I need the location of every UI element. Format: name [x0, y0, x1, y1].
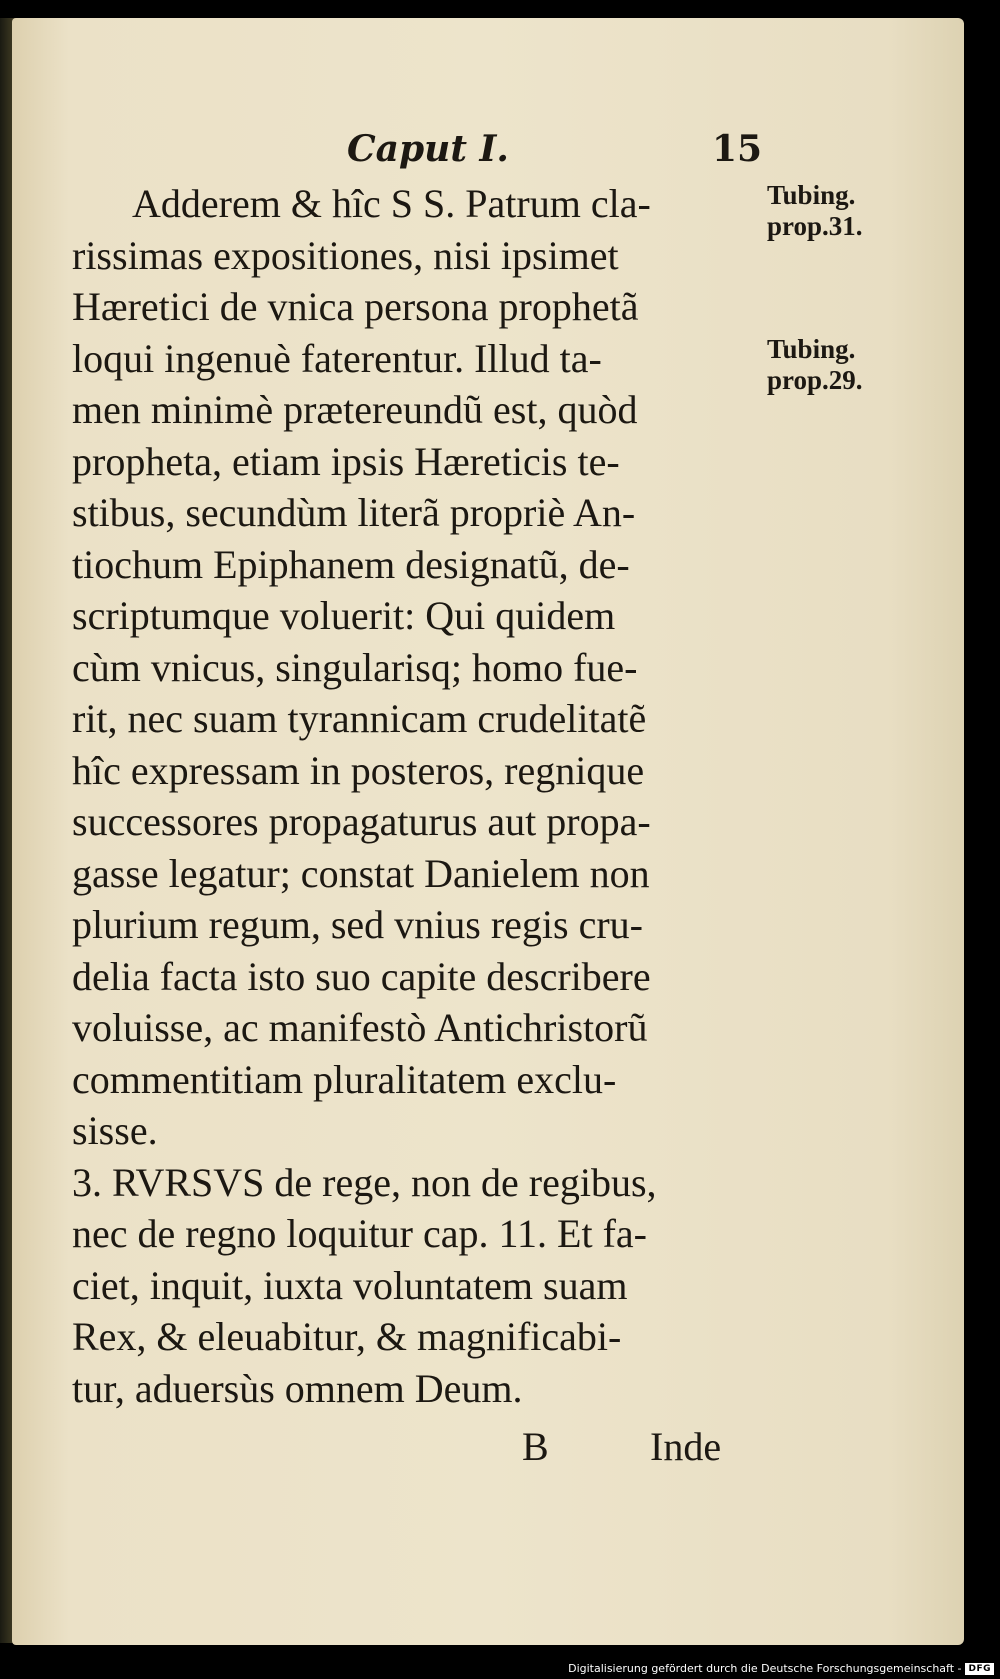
margin-note [767, 180, 863, 242]
digitization-credit [568, 1662, 994, 1675]
margin-note-line: prop.29. [767, 365, 863, 395]
text-line: scriptumque voluerit: Qui quidem [72, 593, 616, 638]
margin-note-line: prop.31. [767, 211, 863, 241]
text-line: delia facta isto suo capite describere [72, 953, 651, 999]
text-line: ciet, inquit, iuxta voluntatem suam [72, 1262, 628, 1308]
text-line: loqui ingenuè faterentur. Illud ta- [72, 335, 602, 381]
signature-mark: B [522, 1424, 549, 1469]
text-line: commentitiam pluralitatem exclu- [72, 1056, 617, 1102]
text-line: plurium regum, sed vnius regis cru- [72, 902, 643, 947]
text-line: rissimas expositiones, nisi ipsimet [72, 232, 619, 278]
text-line: Adderem & hîc S S. Patrum cla- [132, 181, 651, 226]
text-line: hîc expressam in posteros, regnique [72, 747, 645, 793]
text-line: cùm vnicus, singularisq; homo fue- [72, 644, 638, 690]
dfg-logo-icon: DFG [965, 1663, 994, 1675]
text-line: gasse legatur; constat Danielem non [72, 850, 650, 896]
text-line: nec de regno loquitur cap. 11. Et fa- [72, 1211, 647, 1256]
text-line: tiochum Epiphanem designatũ, de- [72, 541, 630, 587]
text-line: sisse. [72, 1108, 158, 1153]
running-title: Caput I. [347, 128, 509, 170]
margin-note-line: Tubing. [767, 180, 856, 210]
text-line: Hæretici de vnica persona prophetã [72, 284, 639, 329]
page-number: 15 [712, 128, 763, 170]
margin-note-line: Tubing. [767, 334, 856, 364]
catchword: Inde [650, 1424, 722, 1469]
text-line: rit, nec suam tyrannicam crudelitatẽ [72, 696, 647, 741]
book-page [12, 18, 964, 1645]
credit-text: Digitalisierung gefördert durch die Deutsche Forschungsgemeinschaft - [568, 1662, 962, 1675]
text-line: tur, aduersùs omnem Deum. [72, 1365, 523, 1411]
text-line: stibus, secundùm literã propriè An- [72, 490, 636, 535]
text-line: 3. RVRSVS de rege, non de regibus, [72, 1159, 657, 1205]
text-line: successores propagaturus aut propa- [72, 799, 651, 844]
margin-note [767, 334, 863, 396]
text-line: men minimè prætereundũ est, quòd [72, 387, 638, 432]
text-line: voluisse, ac manifestò Antichristorũ [72, 1005, 648, 1050]
text-line: propheta, etiam ipsis Hæreticis te- [72, 438, 620, 484]
text-line: Rex, & eleuabitur, & magnificabi- [72, 1314, 622, 1359]
body-text [72, 178, 752, 1414]
